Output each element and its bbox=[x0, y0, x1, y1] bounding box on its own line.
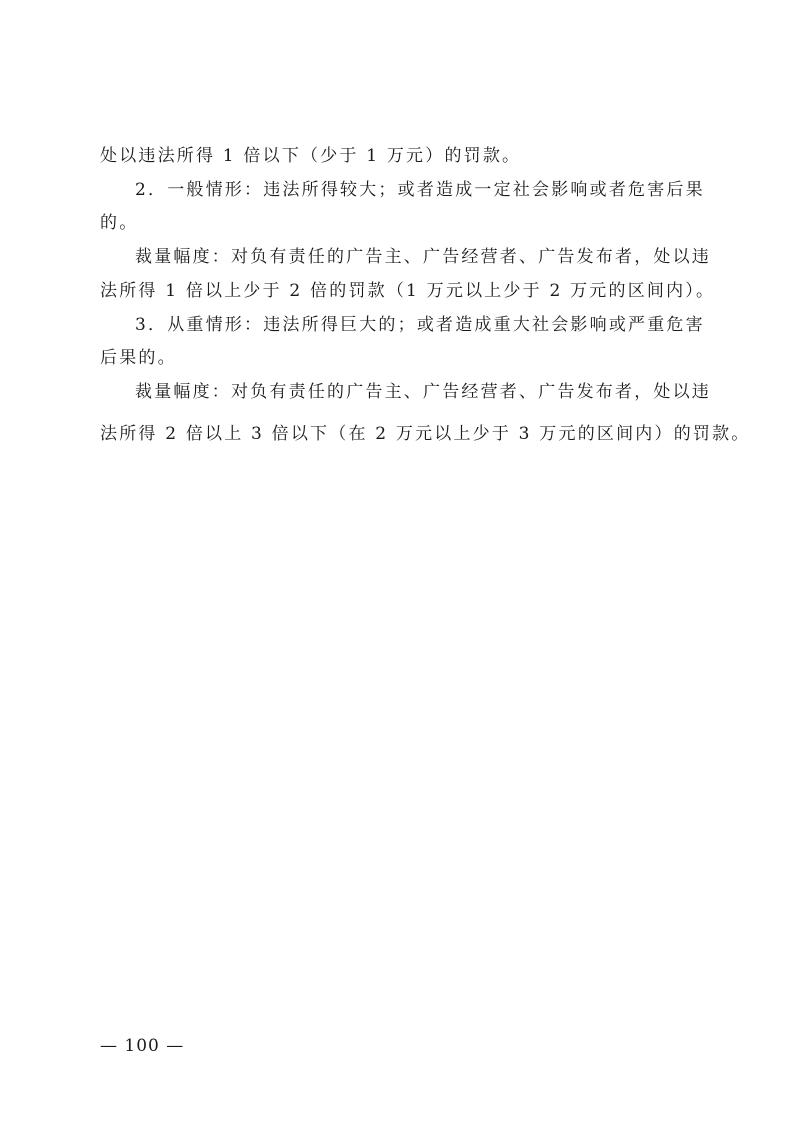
text-line: 处以违法所得 1 倍以下（少于 1 万元）的罚款。 bbox=[100, 146, 522, 166]
text-line: 裁量幅度：对负有责任的广告主、广告经营者、广告发布者，处以违 bbox=[135, 247, 711, 267]
text-line: 法所得 1 倍以上少于 2 倍的罚款（1 万元以上少于 2 万元的区间内）。 bbox=[100, 281, 716, 301]
text-line: 裁量幅度：对负有责任的广告主、广告经营者、广告发布者，处以违 bbox=[135, 382, 711, 402]
text-line: 的。 bbox=[100, 213, 139, 233]
text-line: 2．一般情形：违法所得较大；或者造成一定社会影响或者危害后果 bbox=[135, 180, 705, 200]
text-line: 3．从重情形：违法所得巨大的；或者造成重大社会影响或严重危害 bbox=[135, 315, 705, 335]
text-line: 法所得 2 倍以上 3 倍以下（在 2 万元以上少于 3 万元的区间内）的罚款。 bbox=[100, 424, 751, 444]
text-line: 后果的。 bbox=[100, 348, 177, 368]
page-number: — 100 — bbox=[100, 1036, 185, 1056]
